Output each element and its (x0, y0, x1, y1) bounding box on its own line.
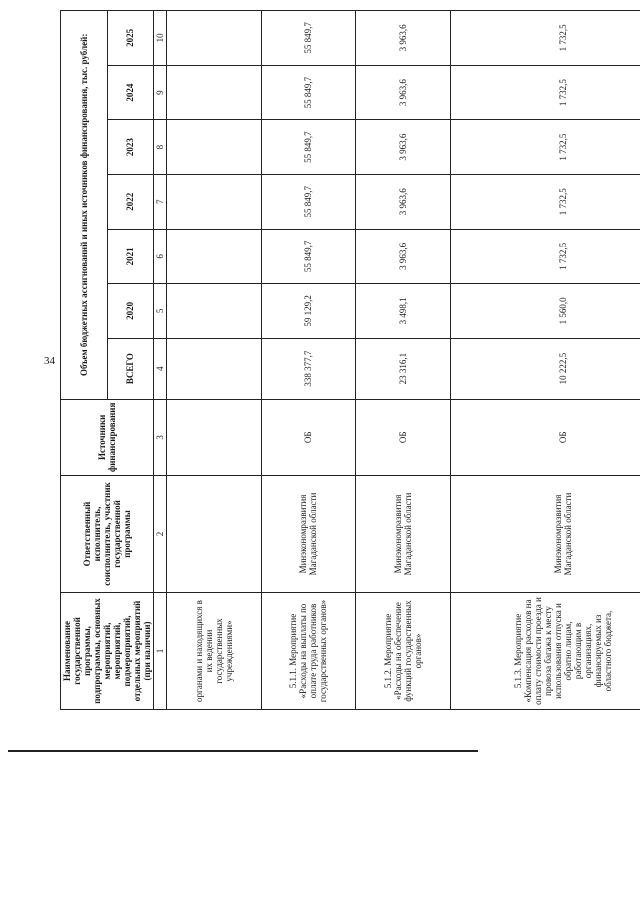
row-value: 338 377,7 (261, 338, 356, 399)
header-year: 2022 (107, 174, 154, 229)
col-number: 7 (154, 174, 167, 229)
row-value: 55 849,7 (261, 65, 356, 120)
header-year: 2021 (107, 229, 154, 284)
table-row (261, 11, 356, 710)
col-number: 10 (154, 11, 167, 66)
row-value: 23 316,1 (356, 338, 451, 399)
budget-table (60, 10, 640, 710)
row-value: 55 849,7 (261, 174, 356, 229)
row-value: 3 963,6 (356, 120, 451, 175)
header-year: 2024 (107, 65, 154, 120)
row-value: 3 963,6 (356, 229, 451, 284)
row-value (167, 229, 262, 284)
row-source: ОБ (261, 399, 356, 475)
row-value: 3 498,1 (356, 284, 451, 339)
row-value: 1 732,5 (450, 120, 640, 175)
row-value: 3 963,6 (356, 65, 451, 120)
col-number: 2 (154, 476, 167, 593)
header-year: 2025 (107, 11, 154, 66)
col-number: 8 (154, 120, 167, 175)
row-value: 1 732,5 (450, 11, 640, 66)
row-value: 1 732,5 (450, 65, 640, 120)
table-row (356, 11, 451, 710)
header-name: Наименование государственной программы, подпрограммы, основных мероприятий, мероприятий, подмероприятий, отдельных мероприятий (при наличии) (61, 593, 154, 710)
col-number: 6 (154, 229, 167, 284)
row-source: ОБ (450, 399, 640, 475)
header-executor: Ответственный исполнитель, соисполнитель, участник государственной программы (61, 476, 154, 593)
row-value: 1 560,0 (450, 284, 640, 339)
row-executor (167, 476, 262, 593)
col-number: 3 (154, 399, 167, 475)
row-value (167, 11, 262, 66)
row-value: 3 963,6 (356, 174, 451, 229)
bottom-rule (8, 750, 478, 753)
row-executor: Минэкономразвития Магаданской области (450, 476, 640, 593)
row-value (167, 338, 262, 399)
col-number: 1 (154, 593, 167, 710)
row-name: 5.1.1. Мероприятие «Расходы на выплаты по оплате труда работников государственных органов» (261, 593, 356, 710)
row-value: 59 129,2 (261, 284, 356, 339)
row-executor: Минэкономразвития Магаданской области (261, 476, 356, 593)
header-year: 2023 (107, 120, 154, 175)
row-value: 55 849,7 (261, 229, 356, 284)
header-total: ВСЕГО (107, 338, 154, 399)
row-value: 10 222,5 (450, 338, 640, 399)
row-value: 1 732,5 (450, 174, 640, 229)
page-number: 34 (44, 355, 55, 367)
row-value (167, 174, 262, 229)
table-row (450, 11, 640, 710)
row-value (167, 120, 262, 175)
row-source (167, 399, 262, 475)
header-volume: Объем бюджетных ассигнований и иных источников финансирования, тыс. рублей: (61, 11, 108, 400)
col-number: 4 (154, 338, 167, 399)
col-number: 5 (154, 284, 167, 339)
row-executor: Минэкономразвития Магаданской области (356, 476, 451, 593)
row-name: 5.1.3. Мероприятие «Компенсация расходов на оплату стоимости проезда и провоза багажа к месту использования отпуска и обратно лицам, работающим в организациях, финансируемых из областного бюджета, (450, 593, 640, 710)
header-year: 2020 (107, 284, 154, 339)
row-value: 1 732,5 (450, 229, 640, 284)
row-value (167, 65, 262, 120)
header-source: Источники финансирования (61, 399, 154, 475)
col-number: 9 (154, 65, 167, 120)
row-value: 3 963,6 (356, 11, 451, 66)
rotated-table-wrapper (60, 10, 640, 710)
row-value (167, 284, 262, 339)
table-row (167, 11, 262, 710)
row-value: 55 849,7 (261, 11, 356, 66)
row-name: органами и находящихся в их ведении государственных учреждениями» (167, 593, 262, 710)
row-name: 5.1.2. Мероприятие «Расходы на обеспечение функций государственных органов» (356, 593, 451, 710)
row-value: 55 849,7 (261, 120, 356, 175)
row-source: ОБ (356, 399, 451, 475)
